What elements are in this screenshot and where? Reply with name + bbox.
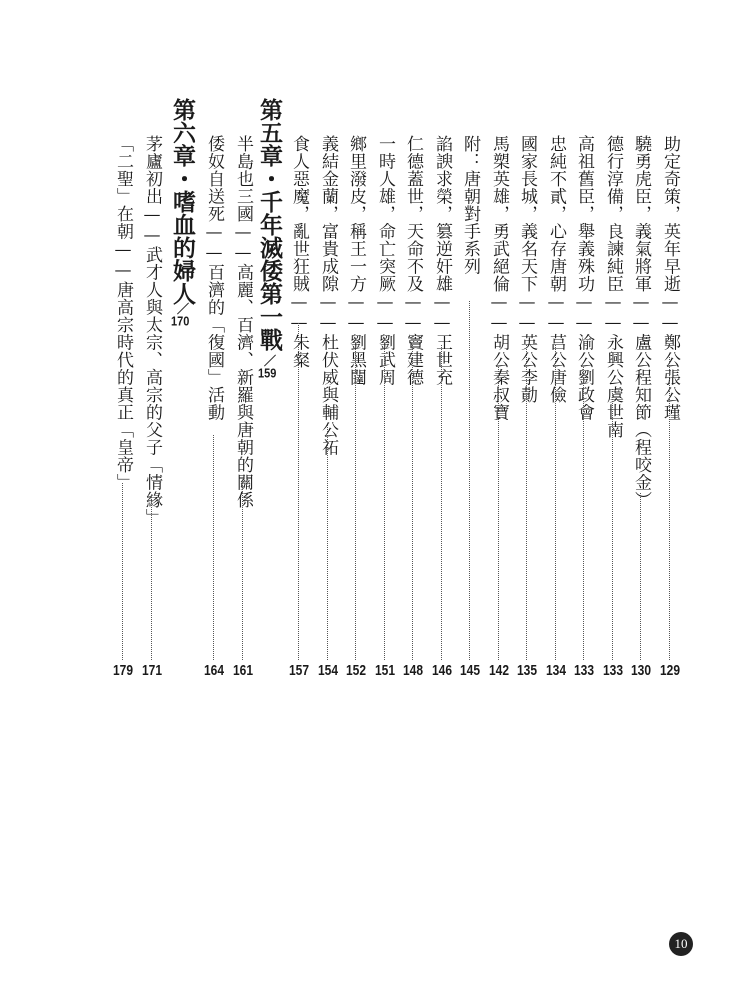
toc-entry-page: 151	[374, 661, 396, 679]
dot-leader	[412, 345, 413, 660]
toc-entry-title: 倭奴自送死——百濟的「復國」活動	[204, 135, 224, 421]
dot-leader	[526, 345, 527, 660]
dot-leader	[441, 345, 442, 660]
toc-entry[interactable]	[545, 135, 567, 695]
toc-entry-title: 義結金蘭，富貴成隙——杜伏威與輔公祏	[318, 135, 338, 456]
toc-entry[interactable]	[402, 135, 424, 695]
dot-leader	[498, 367, 499, 660]
toc-entry[interactable]	[516, 135, 538, 695]
chapter-title: 第六章・嗜血的婦人	[169, 98, 195, 305]
toc-entry-page: 179	[112, 661, 134, 679]
toc-entry-title: 半島也三國——高麗、百濟、新羅與唐朝的關係	[233, 135, 253, 509]
toc-entry[interactable]	[602, 135, 624, 695]
dot-leader	[669, 357, 670, 660]
toc-entry-page: 142	[488, 661, 510, 679]
toc-entry[interactable]	[203, 135, 225, 695]
toc-entry-page: 154	[317, 661, 339, 679]
chapter-title: 第五章・千年滅倭第一戰	[256, 98, 282, 351]
toc-entry-page: 133	[602, 661, 624, 679]
toc-entry[interactable]	[573, 135, 595, 695]
dot-leader	[327, 423, 328, 660]
toc-entry-title: 助定奇策，英年早逝——鄭公張公瑾	[660, 135, 680, 421]
toc-entry[interactable]	[431, 135, 453, 695]
toc-entry-title: 驍勇虎臣，義氣將軍——盧公程知節（程咬金）	[631, 135, 651, 509]
toc-entry-page: 145	[459, 661, 481, 679]
toc-entry[interactable]	[288, 135, 310, 695]
dot-leader	[555, 345, 556, 660]
toc-entry-title: 仁德蓋世，天命不及——竇建德	[403, 135, 423, 386]
toc-entry-title: 鄉里潑皮，稱王一方——劉黑闥	[346, 135, 366, 386]
toc-entry[interactable]	[659, 135, 681, 695]
toc-entry-title: 高祖舊臣，舉義殊功——渝公劉政會	[574, 135, 594, 421]
toc-entry[interactable]	[141, 135, 163, 695]
dot-leader	[640, 493, 641, 660]
toc-entry-page: 133	[573, 661, 595, 679]
toc-entry-title: 食人惡魔，亂世狂賊——朱粲	[289, 135, 309, 369]
toc-entry-title: 諂諛求榮，篡逆奸雄——王世充	[432, 135, 452, 386]
toc-entry-page: 130	[630, 661, 652, 679]
chapter-page: 159	[258, 366, 277, 382]
toc-entry-page: 171	[141, 661, 163, 679]
toc-entry[interactable]	[459, 135, 481, 695]
toc-entry-title: 一時人雄，命亡突厥——劉武周	[375, 135, 395, 386]
toc-entry-page: 134	[545, 661, 567, 679]
toc-entry-page: 164	[203, 661, 225, 679]
toc-entry-page: 129	[659, 661, 681, 679]
chapter-page: 170	[171, 314, 190, 330]
dot-leader	[242, 483, 243, 660]
toc-entry-page: 152	[345, 661, 367, 679]
toc-entry-page: 135	[516, 661, 538, 679]
page-number-badge: 10	[669, 932, 693, 956]
toc-entry[interactable]	[488, 135, 510, 695]
chapter-heading[interactable]	[171, 98, 193, 658]
toc-entry[interactable]	[374, 135, 396, 695]
toc-entry-title: 國家長城，義名天下——英公李勣	[517, 135, 537, 404]
toc-entry[interactable]	[112, 135, 134, 695]
dot-leader	[355, 345, 356, 660]
toc-entry-page: 161	[232, 661, 254, 679]
toc-entry-page: 157	[288, 661, 310, 679]
dot-leader	[151, 495, 152, 660]
dot-leader	[213, 435, 214, 660]
dot-leader	[612, 389, 613, 660]
toc-entry[interactable]	[630, 135, 652, 695]
dot-leader	[298, 323, 299, 660]
toc-entry[interactable]	[345, 135, 367, 695]
dot-leader	[469, 301, 470, 660]
toc-entry-page: 146	[431, 661, 453, 679]
dot-leader	[583, 367, 584, 660]
toc-entry-title: 德行淳備，良諫純臣——永興公虞世南	[603, 135, 623, 439]
toc-entry-title: 附：唐朝對手系列	[460, 135, 480, 275]
chapter-heading[interactable]	[258, 98, 280, 658]
dot-leader	[122, 483, 123, 660]
toc-entry-page: 148	[402, 661, 424, 679]
toc-entry-title: 忠純不貳，心存唐朝——莒公唐儉	[546, 135, 566, 404]
dot-leader	[384, 345, 385, 660]
toc-entry-title: 「二聖」在朝——唐高宗時代的真正「皇帝」	[113, 135, 133, 491]
slash-mark	[264, 354, 276, 366]
toc-entry-title: 馬槊英雄，勇武絕倫——胡公秦叔寶	[489, 135, 509, 421]
toc-entry-title: 茅廬初出——武才人與太宗、高宗的父子「情緣」	[142, 135, 162, 526]
toc-entry[interactable]	[232, 135, 254, 695]
toc-entry[interactable]	[317, 135, 339, 695]
